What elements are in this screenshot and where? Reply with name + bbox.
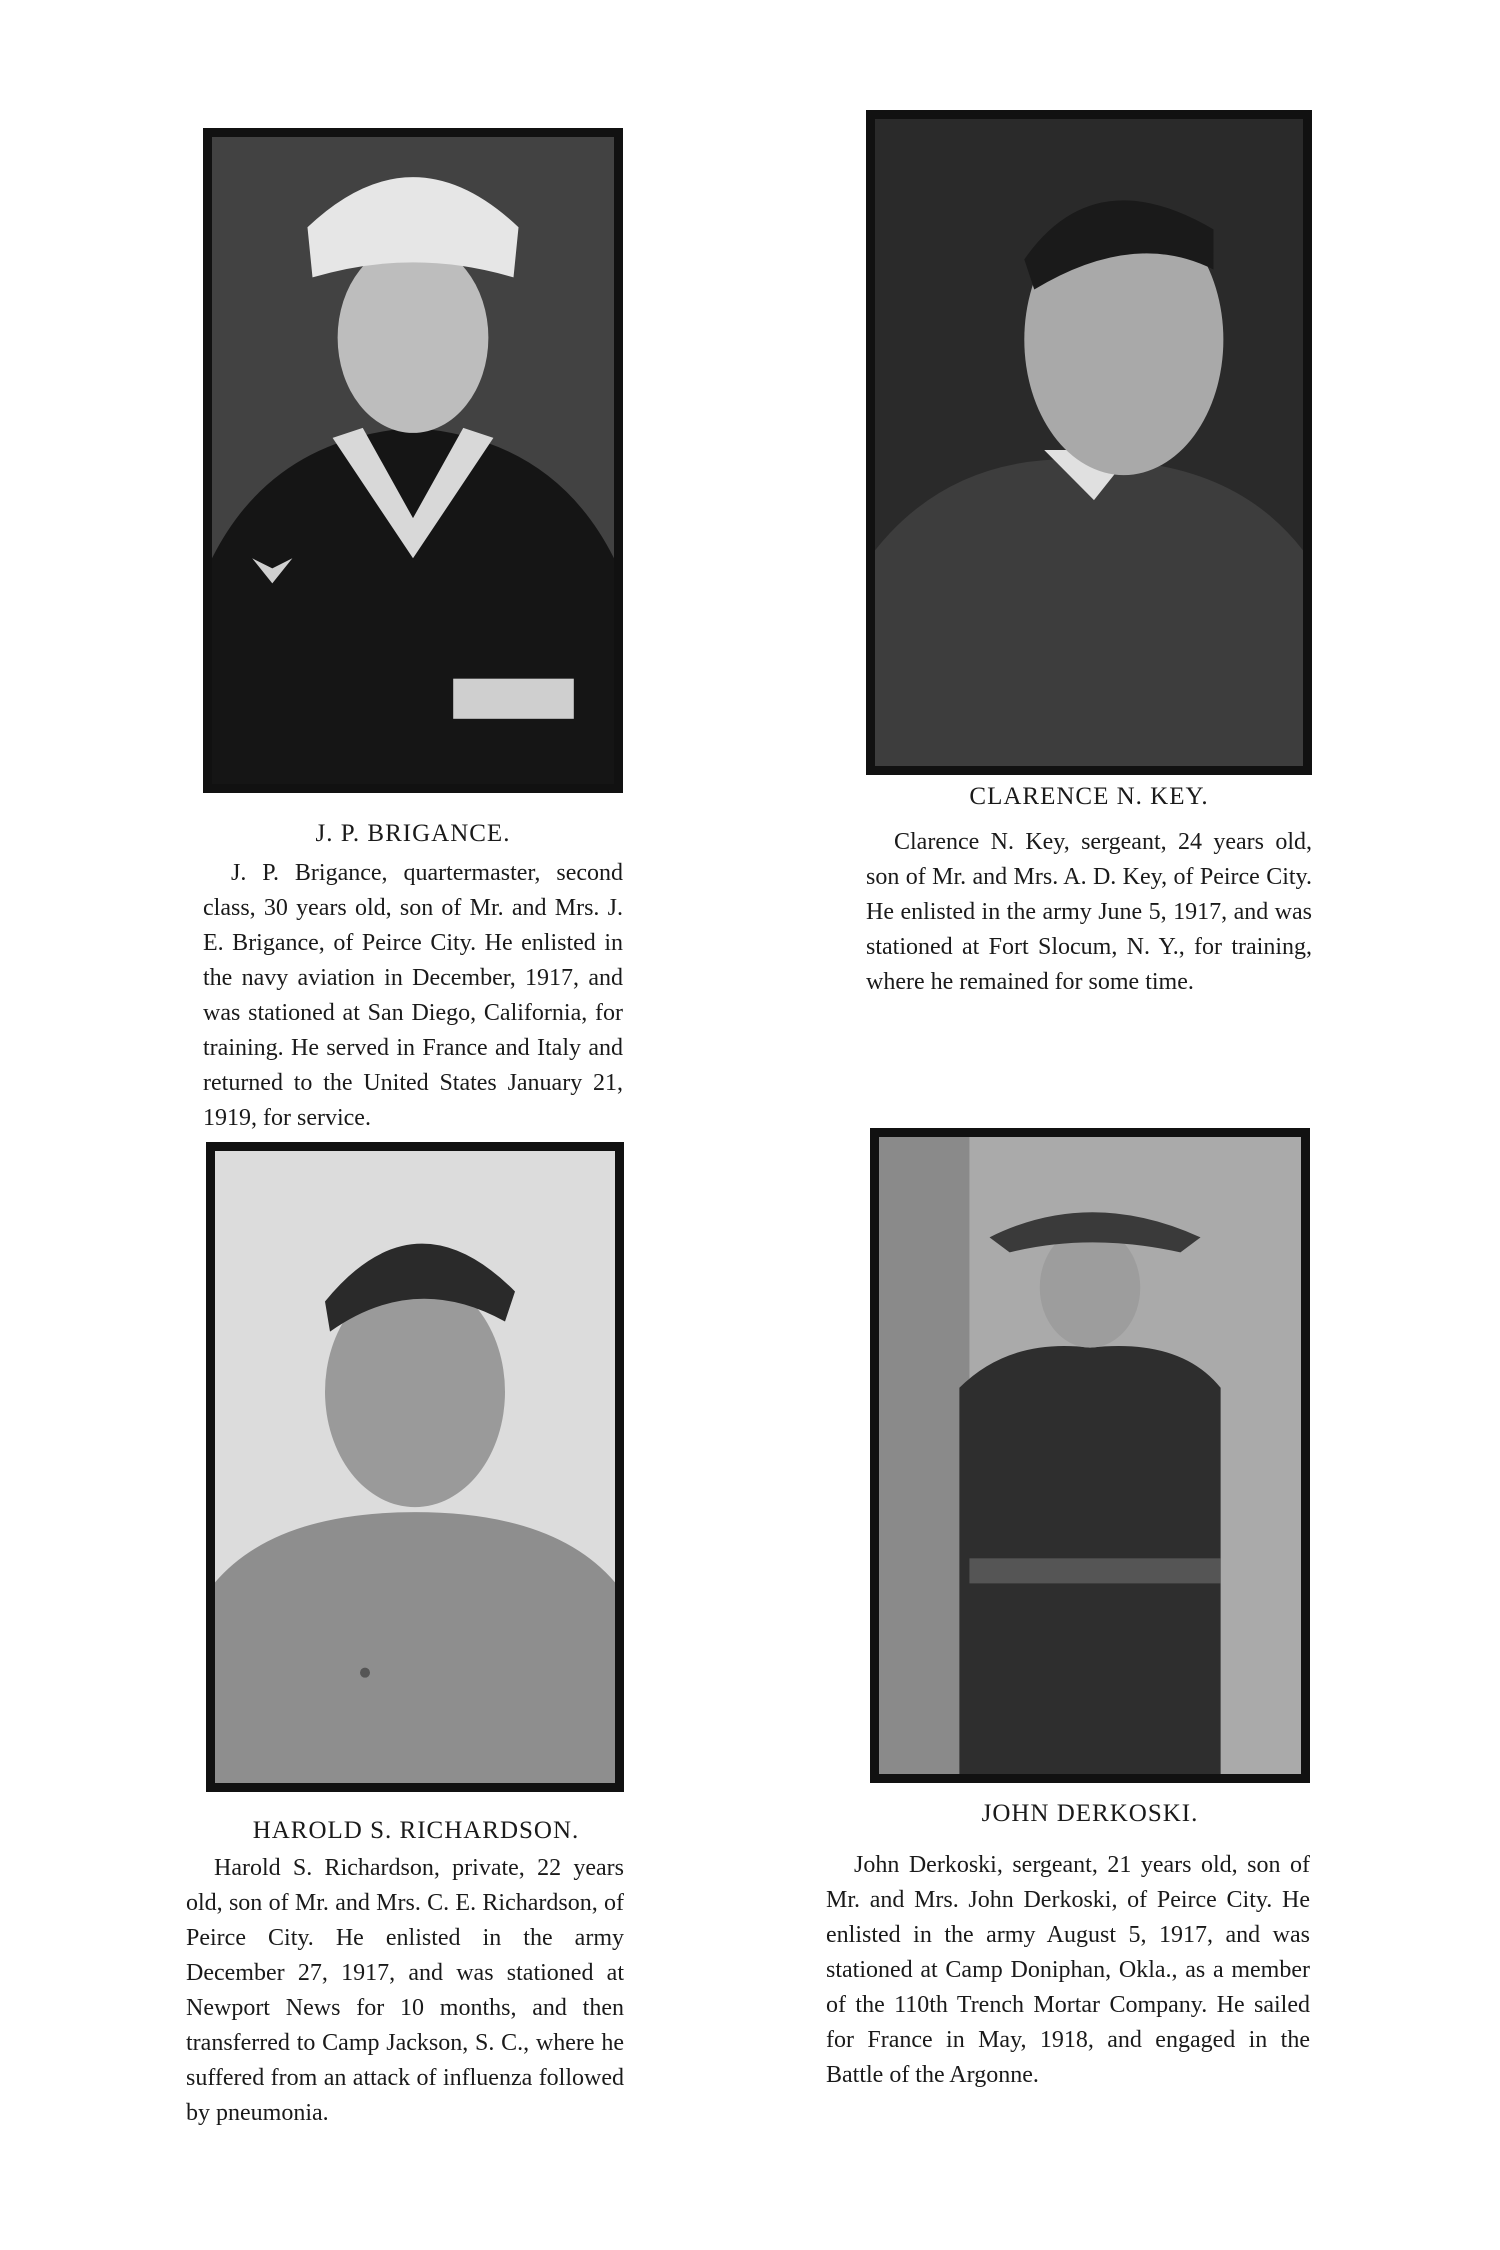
- bio-brigance: J. P. Brigance, quartermaster, second class, 30 years old, son of Mr. and Mrs. J. E. Brigance, of Peirce City. He enlisted in the navy aviation in December, 1917, and was stationed at San Diego, California, for training. He served in France and Italy and returned to the United States January 21, 1919, for service.: [203, 860, 623, 1131]
- caption-derkoski: JOHN DERKOSKI.: [981, 1800, 1199, 1827]
- bio-derkoski: John Derkoski, sergeant, 21 years old, son of Mr. and Mrs. John Derkoski, of Peirce City. He enlisted in the army August 5, 1917, and was stationed at Camp Doniphan, Okla., as a member of the 110th Trench Mortar Company. He sailed for France in May, 1918, and engaged in the Battle of the Argonne.: [826, 1852, 1310, 2088]
- bio-key: Clarence N. Key, sergeant, 24 years old, son of Mr. and Mrs. A. D. Key, of Peirce City. He enlisted in the army June 5, 1917, and was stationed at Fort Slocum, N. Y., for training, where he remained for some time.: [866, 829, 1312, 995]
- caption-brigance: J. P. BRIGANCE.: [315, 820, 511, 847]
- portrait-key: [866, 110, 1312, 775]
- caption-key: CLARENCE N. KEY.: [969, 783, 1209, 810]
- portrait-richardson: [206, 1142, 624, 1792]
- portrait-brigance: [203, 128, 623, 793]
- bio-richardson: Harold S. Richardson, private, 22 years old, son of Mr. and Mrs. C. E. Richardson, of Peirce City. He enlisted in the army December 27, 1917, and was stationed at Newport News for 10 months, and then transferred to Camp Jackson, S. C., where he suffered from an attack of influenza followed by pneumonia.: [186, 1855, 624, 2126]
- soldier-portrait-image: [879, 1137, 1301, 1774]
- sailor-portrait-image: [212, 137, 614, 784]
- soldier-portrait-image: [875, 119, 1303, 766]
- caption-richardson: HAROLD S. RICHARDSON.: [252, 1817, 580, 1844]
- portrait-derkoski: [870, 1128, 1310, 1783]
- soldier-portrait-image: [215, 1151, 615, 1783]
